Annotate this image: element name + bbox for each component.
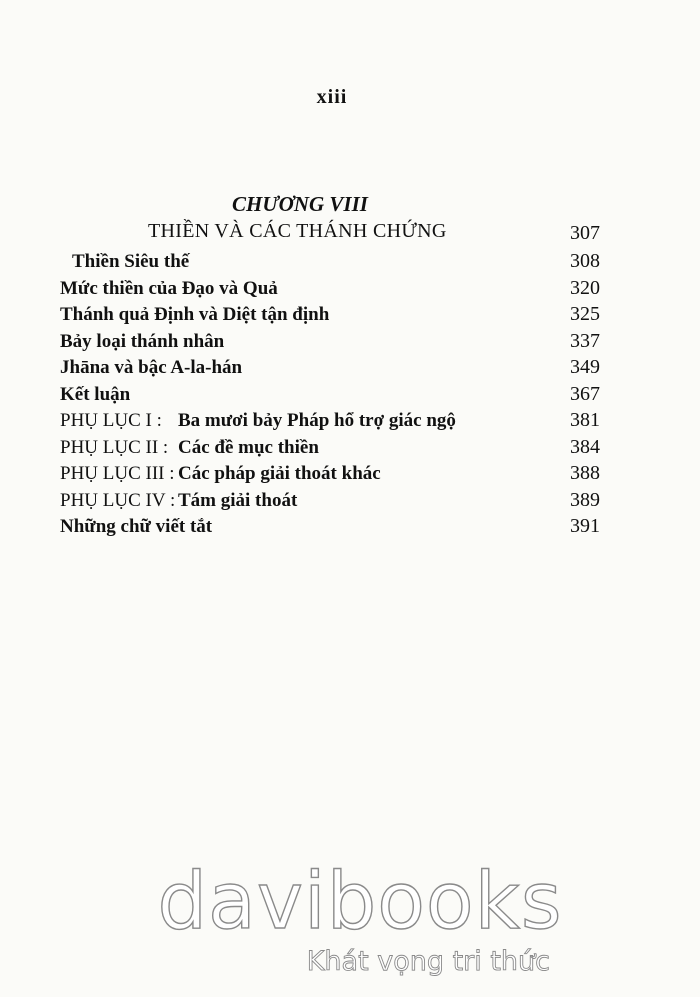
appendix-title: Các pháp giải thoát khác	[178, 463, 381, 484]
page-number: xiii	[316, 86, 348, 108]
appendix-label: PHỤ LỤC II :	[60, 436, 169, 458]
toc-entry	[60, 356, 600, 383]
toc-entry	[60, 330, 600, 357]
toc-entry-title: Bảy loại thánh nhân	[60, 330, 225, 352]
toc-entry-page: 337	[570, 329, 600, 352]
toc-appendix-entry	[60, 462, 600, 489]
chapter-label: CHƯƠNG VIII	[232, 192, 368, 216]
toc-appendix-entry	[60, 409, 600, 436]
toc-entry	[60, 383, 600, 410]
watermark-tagline: Khát vọng tri thức	[306, 946, 550, 977]
toc-entry-page: 391	[570, 515, 600, 537]
watermark-brand: davibooks	[157, 857, 563, 947]
toc-entry-page: 349	[570, 356, 600, 378]
toc-entry-title: Những chữ viết tắt	[60, 516, 213, 537]
toc-entry-title: Thiền Siêu thế	[72, 251, 190, 272]
appendix-title: Ba mươi bảy Pháp hổ trợ giác ngộ	[178, 410, 456, 431]
toc-entry-page: 367	[570, 382, 600, 405]
toc-entry-page: 325	[570, 303, 600, 325]
toc-entry-page: 320	[570, 276, 600, 299]
toc-entry-title: Thánh quả Định và Diệt tận định	[60, 304, 330, 325]
appendix-title: Tám giải thoát	[178, 489, 298, 511]
toc-entry-title: Mức thiền của Đạo và Quả	[60, 277, 278, 299]
toc-entry	[60, 277, 600, 304]
toc-entry	[60, 250, 600, 277]
appendix-label: PHỤ LỤC I :	[60, 410, 162, 431]
appendix-label: PHỤ LỤC III :	[60, 463, 175, 484]
toc-entry-page: 308	[570, 250, 600, 272]
appendix-label: PHỤ LỤC IV :	[60, 489, 176, 511]
toc-entry-page: 388	[570, 462, 600, 484]
toc-entry	[60, 303, 600, 330]
chapter-page-number: 307	[570, 222, 600, 244]
appendix-title: Các đề mục thiền	[178, 436, 319, 458]
chapter-title: THIỀN VÀ CÁC THÁNH CHỨNG	[148, 220, 447, 242]
toc-entry-page: 384	[570, 435, 600, 458]
toc-entry-title: Kết luận	[60, 383, 131, 405]
table-of-contents	[60, 250, 600, 542]
toc-entry-page: 381	[570, 409, 600, 431]
toc-appendix-entry	[60, 436, 600, 463]
toc-entry-title: Jhāna và bậc A-la-hán	[60, 357, 243, 378]
toc-entry-page: 389	[570, 488, 600, 511]
publisher-watermark	[150, 858, 570, 978]
toc-entry	[60, 515, 600, 542]
toc-appendix-entry	[60, 489, 600, 516]
